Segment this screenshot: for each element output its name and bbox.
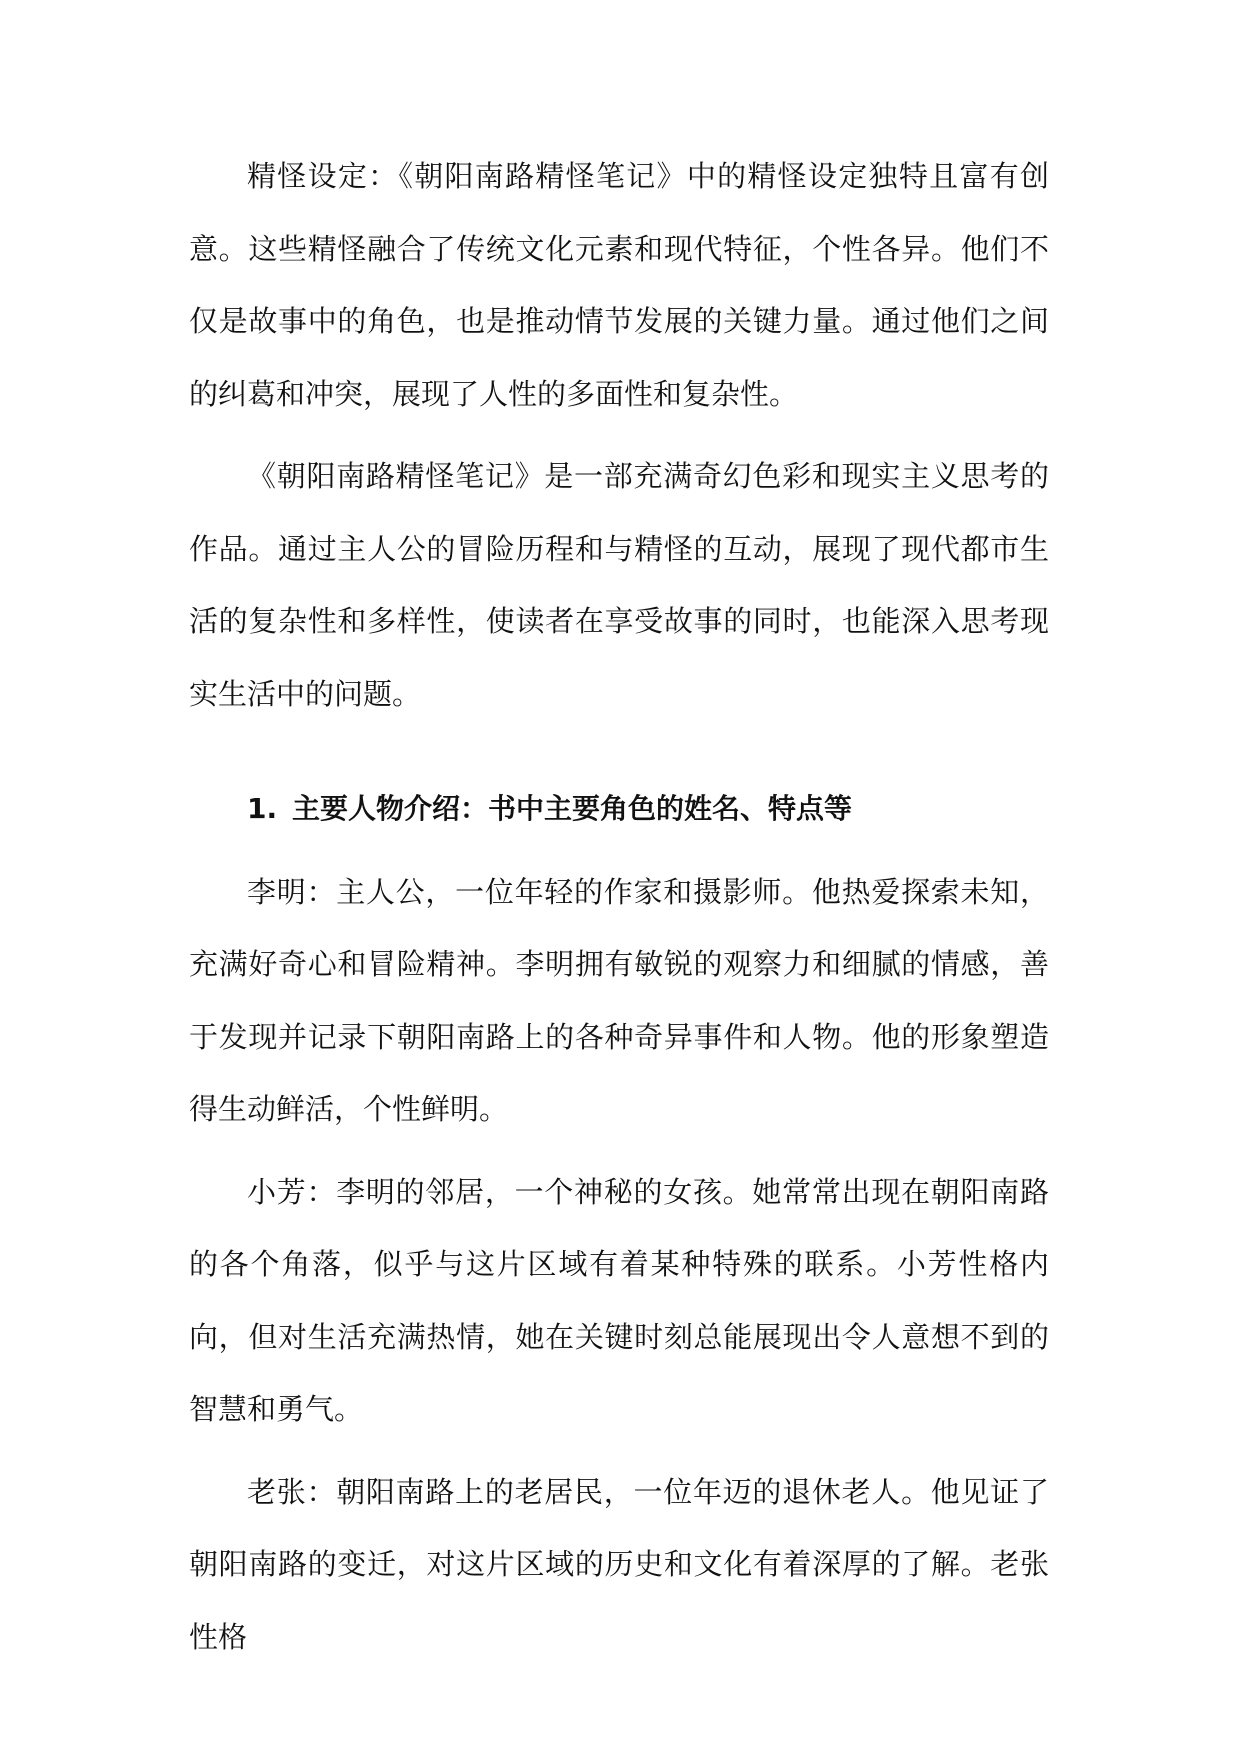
paragraph-spirit-setting: 精怪设定：《朝阳南路精怪笔记》中的精怪设定独特且富有创意。这些精怪融合了传统文化元素和现代特征，个性各异。他们不仅是故事中的角色，也是推动情节发展的关键力量。通过他们之间的纠葛和冲突，展现了人性的多面性和复杂性。: [189, 159, 1049, 411]
paragraph-character-li-ming: 李明：主人公，一位年轻的作家和摄影师。他热爱探索未知，充满好奇心和冒险精神。李明拥有敏锐的观察力和细腻的情感，善于发现并记录下朝阳南路上的各种奇异事件和人物。他的形象塑造得生动鲜活，个性鲜明。: [189, 874, 1049, 1126]
paragraph-character-xiao-fang: 小芳：李明的邻居，一个神秘的女孩。她常常出现在朝阳南路的各个角落，似乎与这片区域有着某种特殊的联系。小芳性格内向，但对生活充满热情，她在关键时刻总能展现出令人意想不到的智慧和勇气。: [189, 1174, 1049, 1426]
section-number: 1.: [247, 792, 278, 825]
paragraph-character-lao-zhang: 老张：朝阳南路上的老居民，一位年迈的退休老人。他见证了朝阳南路的变迁，对这片区域的历史和文化有着深厚的了解。老张性格: [189, 1474, 1049, 1654]
section-heading: [189, 773, 1049, 846]
document-page: [189, 140, 1049, 1683]
section-title: 主要人物介绍：书中主要角色的姓名、特点等: [292, 792, 853, 825]
paragraph-book-summary: 《朝阳南路精怪笔记》是一部充满奇幻色彩和现实主义思考的作品。通过主人公的冒险历程和与精怪的互动，展现了现代都市生活的复杂性和多样性，使读者在享受故事的同时，也能深入思考现实生活中的问题。: [189, 459, 1049, 711]
